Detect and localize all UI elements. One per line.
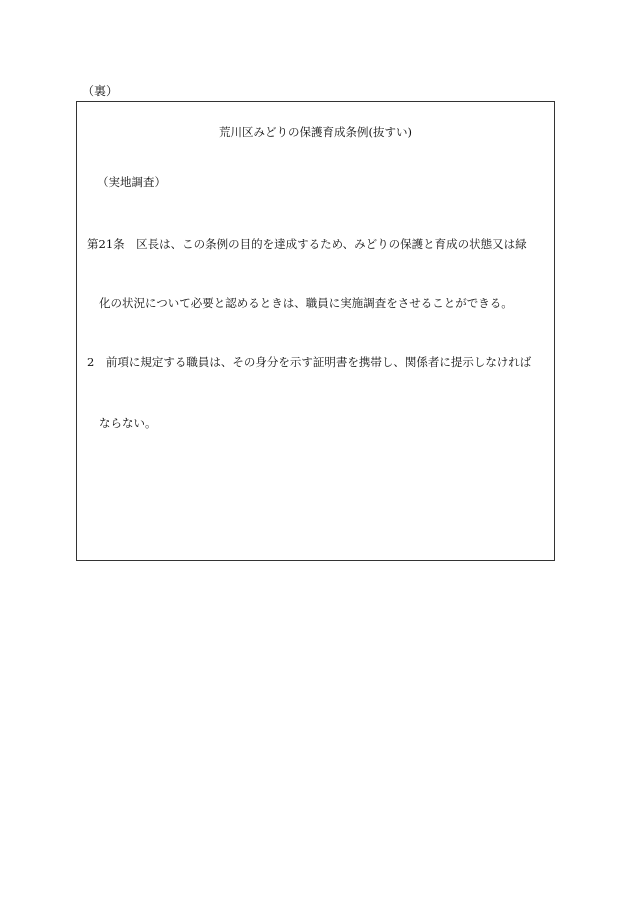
paragraph-2-line-2: ならない。 — [99, 416, 157, 430]
article-21-line-1: 第21条 区長は、この条例の目的を達成するため、みどりの保護と育成の状態又は緑 — [87, 237, 527, 251]
page-side-label: （裏） — [82, 84, 119, 98]
article-21-line-2: 化の状況について必要と認めるときは、職員に実施調査をさせることができる。 — [99, 296, 513, 310]
excerpt-title: 荒川区みどりの保護育成条例(抜すい) — [219, 125, 412, 139]
paragraph-2-line-1: 2 前項に規定する職員は、その身分を示す証明書を携帯し、関係者に提示しなければ — [87, 355, 532, 369]
ordinance-excerpt-box — [76, 101, 555, 561]
section-heading: （実地調査） — [97, 175, 166, 189]
